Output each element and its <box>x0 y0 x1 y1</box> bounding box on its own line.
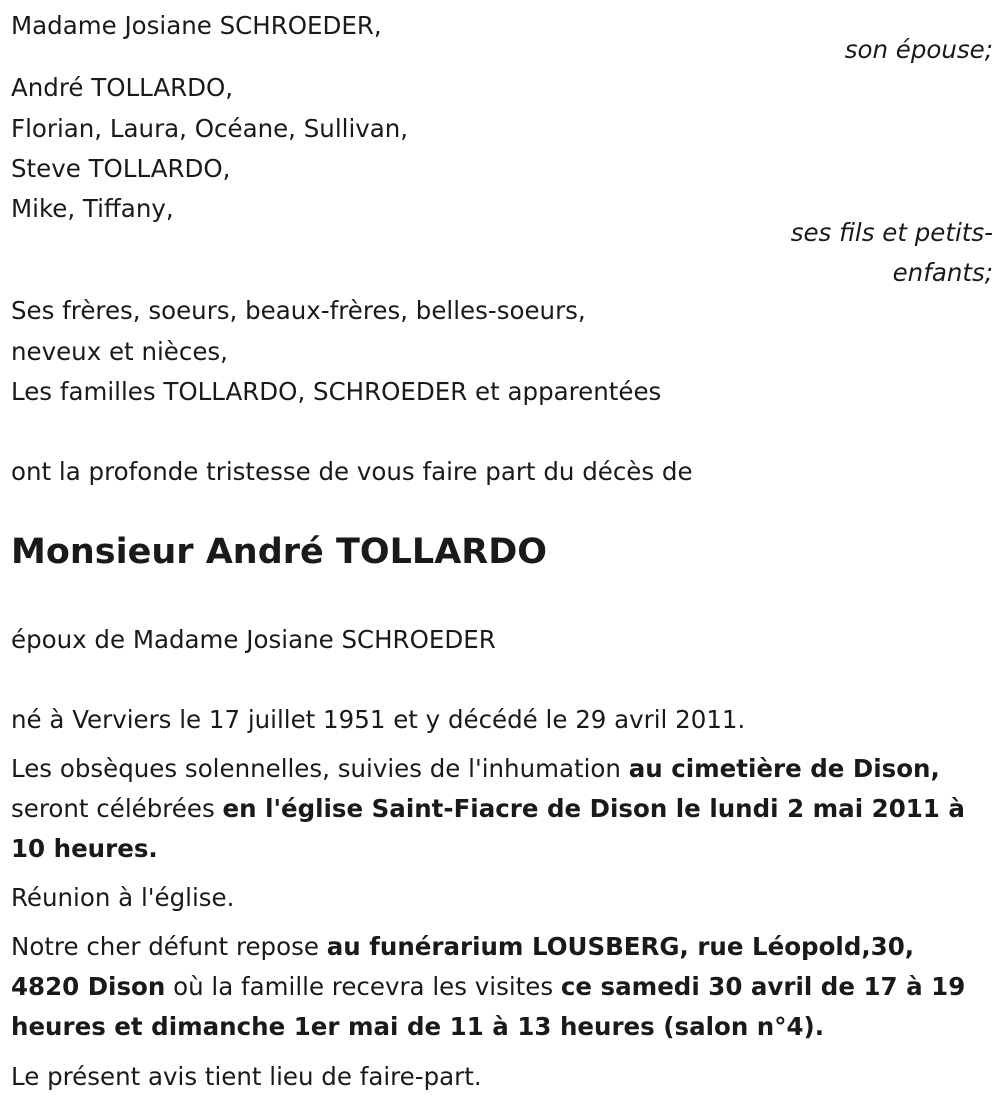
visit-line-1 <box>11 927 914 967</box>
funeral-time-bold: 10 heures. <box>11 834 158 863</box>
child-line: André TOLLARDO, <box>11 73 234 102</box>
child-line: Florian, Laura, Océane, Sullivan, <box>11 114 409 143</box>
spouse-of-text: époux de Madame Josiane SCHROEDER <box>11 625 496 654</box>
funeral-place-bold: au cimetière de Dison, <box>628 754 940 783</box>
visit-hours-bold: heures et dimanche 1er mai de 11 à 13 heures (salon n°4). <box>11 1012 825 1041</box>
visit-dates-bold: ce samedi 30 avril de 17 à 19 <box>560 972 966 1001</box>
relatives-line: Ses frères, soeurs, beaux-frères, belles-soeurs, <box>11 296 586 325</box>
deceased-name: Monsieur André TOLLARDO <box>11 532 548 572</box>
wife-name: Madame Josiane SCHROEDER, <box>11 11 382 40</box>
relatives-line: neveux et nièces, <box>11 337 228 366</box>
children-role-line2: enfants; <box>892 258 993 287</box>
funeral-text: seront célébrées <box>11 794 223 823</box>
visit-text: où la famille recevra les visites <box>165 972 561 1001</box>
closing-text: Le présent avis tient lieu de faire-part. <box>11 1062 482 1091</box>
funeral-line-2 <box>11 789 965 829</box>
birth-death-text: né à Verviers le 17 juillet 1951 et y décédé le 29 avril 2011. <box>11 705 746 734</box>
announcement-text: ont la profonde tristesse de vous faire part du décès de <box>11 457 693 486</box>
wife-role: son épouse; <box>844 35 993 64</box>
visit-place-bold: au funérarium LOUSBERG, rue Léopold,30, <box>326 932 915 961</box>
funeral-church-bold: en l'église Saint-Fiacre de Dison le lundi 2 mai 2011 à <box>222 794 965 823</box>
children-role-line1: ses fils et petits- <box>790 218 993 247</box>
meeting-text: Réunion à l'église. <box>11 883 235 912</box>
funeral-line-3 <box>11 829 158 869</box>
visit-line-3 <box>11 1007 824 1047</box>
funeral-line-1 <box>11 749 940 789</box>
relatives-line: Les familles TOLLARDO, SCHROEDER et apparentées <box>11 377 662 406</box>
visit-city-bold: 4820 Dison <box>11 972 166 1001</box>
funeral-text: Les obsèques solennelles, suivies de l'inhumation <box>11 754 629 783</box>
child-line: Mike, Tiffany, <box>11 194 174 223</box>
visit-line-2 <box>11 967 965 1007</box>
visit-text: Notre cher défunt repose <box>11 932 327 961</box>
child-line: Steve TOLLARDO, <box>11 154 231 183</box>
